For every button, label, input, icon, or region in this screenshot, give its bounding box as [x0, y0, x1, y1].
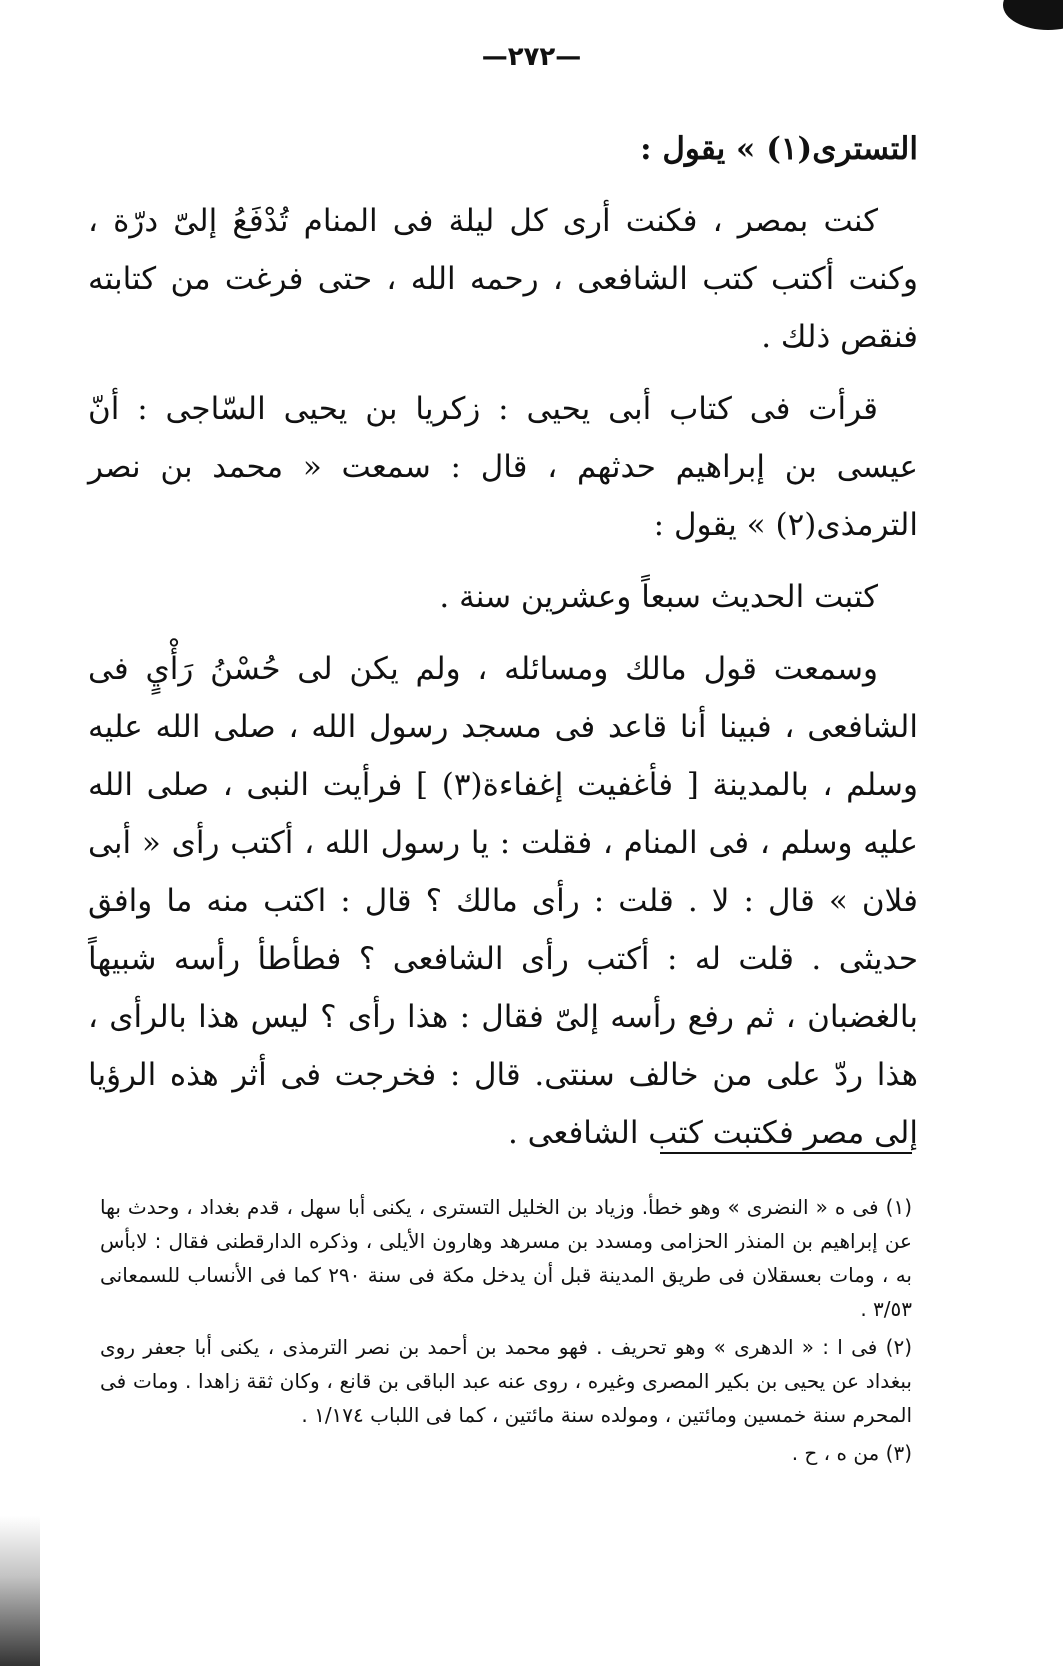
paragraph-4: كتبت الحديث سبعاً وعشرين سنة .	[439, 579, 878, 615]
paragraph-3: قرأت فى كتاب أبى يحيى : زكريا بن يحيى السّاجى : أنّ عيسى بن إبراهيم حدثهم ، قال : سمعت « محمد بن نصر الترمذى(٢) » يقول :	[88, 391, 918, 543]
footnote-2: (٢) فى ا : « الدهرى » وهو تحريف . فهو محمد بن أحمد بن نصر الترمذى ، يكنى أبا جعفر روى ببغداد عن يحيى بن بكير المصرى وغيره ، روى عنه عبد الباقى بن قانع ، وكان ثقة زاهدا . ومات فى المحرم سنة خمسين ومائتين ، ومولده سنة مائتين ، كما فى اللباب ١/١٧٤ .	[100, 1335, 912, 1427]
page-number: —٢٧٢—	[481, 42, 582, 72]
footnote-1: (١) فى ه « النضرى » وهو خطأ. وزياد بن الخليل التسترى ، يكنى أبا سهل ، قدم بغداد ، وحدث بها عن إبراهيم بن المنذر الحزامى ومسدد بن مسرهد وهارون الأيلى ، وذكره الدارقطنى فقال : لابأس به ، ومات بعسقلان فى طريق المدينة قبل أن يدخل مكة فى سنة ٢٩٠ كما فى الأنساب للسمعانى ٣/٥٣ .	[100, 1195, 912, 1321]
footnote-3: (٣) من ه ، ح .	[791, 1441, 912, 1465]
paragraph-1: التسترى(١) » يقول :	[640, 131, 918, 167]
footnotes	[100, 1190, 912, 1474]
footnote-separator	[660, 1152, 912, 1154]
scan-corner-shadow	[1003, 0, 1063, 30]
scan-edge-shadow	[0, 1516, 40, 1666]
main-text	[88, 120, 918, 1176]
paragraph-5: وسمعت قول مالك ومسائله ، ولم يكن لى حُسْنُ رَأْيٍ فى الشافعى ، فبينا أنا قاعد فى مسجد رسول الله ، صلى الله عليه وسلم ، بالمدينة [ فأغفيت إغفاءة(٣) ] فرأيت النبى ، صلى الله عليه وسلم ، فى المنام ، فقلت : يا رسول الله ، أكتب رأى « أبى فلان » قال : لا . قلت : رأى مالك ؟ قال : اكتب منه ما وافق حديثى . قلت له : أكتب رأى الشافعى ؟ فطأطأ رأسه شبيهاً بالغضبان ، ثم رفع رأسه إلىّ فقال : هذا رأى ؟ ليس هذا بالرأى ، هذا ردّ على من خالف سنتى. قال : فخرجت فى أثر هذه الرؤيا إلى مصر فكتبت كتب الشافعى .	[88, 651, 918, 1151]
paragraph-2: كنت بمصر ، فكنت أرى كل ليلة فى المنام تُدْفَعُ إلىّ درّة ، وكنت أكتب كتب الشافعى ، رحمه الله ، حتى فرغت من كتابته فنقص ذلك .	[88, 203, 918, 355]
